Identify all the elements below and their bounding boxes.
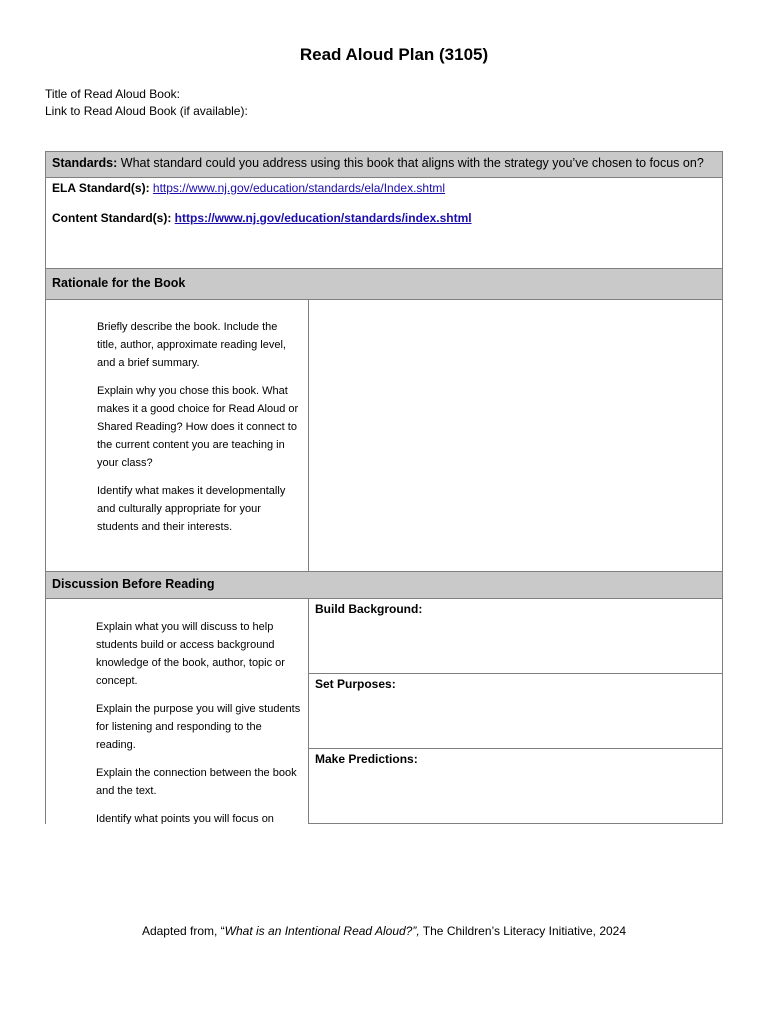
- standards-question: What standard could you address using this book that aligns with the strategy you’ve chosen to focus on?: [120, 156, 704, 170]
- footer-prefix: Adapted from, “: [141, 924, 225, 938]
- book-title-label: Title of Read Aloud Book:: [45, 87, 180, 101]
- rationale-guidance: [45, 299, 309, 572]
- build-background-label: Build Background:: [315, 602, 423, 616]
- content-standard-link[interactable]: https://www.nj.gov/education/standards/index.shtml: [174, 211, 472, 225]
- discussion-guide-1: Explain what you will discuss to help students build or access background knowledge of the book, author, topic or concept.: [96, 621, 285, 687]
- discussion-guide-4: Identify what points you will focus on: [96, 813, 274, 824]
- footer-source-title: What is an Intentional Read Aloud?”,: [224, 924, 420, 938]
- rationale-guide-2: Explain why you chose this book. What makes it a good choice for Read Aloud or Shared Reading? How does it connect to the current content you are teaching in your class?: [97, 385, 299, 469]
- discussion-guidance: [45, 598, 309, 824]
- footer-suffix: The Children’s Literacy Initiative, 2024: [419, 924, 627, 938]
- page-title: Read Aloud Plan (3105): [299, 45, 489, 64]
- set-purposes-cell[interactable]: [308, 673, 723, 749]
- standards-body: [45, 177, 723, 269]
- rationale-guide-3: Identify what makes it developmentally and culturally appropriate for your students and their interests.: [97, 485, 286, 533]
- set-purposes-label: Set Purposes:: [315, 677, 396, 691]
- standards-label: Standards:: [52, 156, 118, 170]
- book-link-label: Link to Read Aloud Book (if available):: [45, 104, 248, 118]
- footer-citation: [0, 924, 768, 938]
- ela-standard-link[interactable]: https://www.nj.gov/education/standards/ela/Index.shtml: [152, 181, 446, 195]
- ela-standard-label: ELA Standard(s):: [52, 181, 150, 195]
- make-predictions-cell[interactable]: [308, 748, 723, 824]
- rationale-response-cell[interactable]: [308, 299, 723, 572]
- build-background-cell[interactable]: [308, 598, 723, 674]
- discussion-guide-3: Explain the connection between the book and the text.: [96, 767, 297, 797]
- standards-header: [45, 151, 723, 178]
- rationale-guide-1: Briefly describe the book. Include the title, author, approximate reading level, and a brief summary.: [97, 321, 286, 369]
- discussion-header: Discussion Before Reading: [45, 571, 723, 599]
- discussion-guide-2: Explain the purpose you will give students for listening and responding to the reading.: [96, 703, 301, 751]
- rationale-header: Rationale for the Book: [45, 268, 723, 300]
- content-standard-label: Content Standard(s):: [52, 211, 172, 225]
- make-predictions-label: Make Predictions:: [315, 752, 418, 766]
